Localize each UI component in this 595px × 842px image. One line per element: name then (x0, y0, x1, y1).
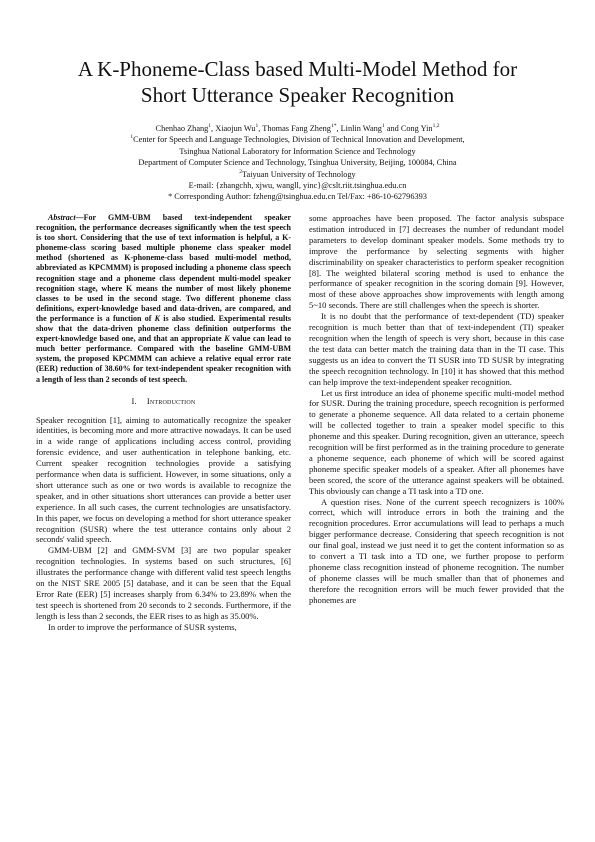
section-heading-introduction (36, 396, 291, 407)
affiliation-2-text: Taiyuan University of Technology (242, 169, 356, 179)
author-sep: , (336, 124, 341, 133)
affiliation-sup: 2 (239, 168, 243, 175)
abstract-k-var: K (224, 334, 230, 344)
title-line-2: Short Utterance Speaker Recognition (140, 83, 455, 107)
title-line-1: A K-Phoneme-Class based Multi-Model Method for (77, 57, 518, 81)
section-number: I. (131, 395, 137, 406)
affiliation-1-text: Center for Speech and Language Technologies, Division of Technical Innovation and Development, (133, 135, 465, 145)
author-name: Xiaojun Wu (215, 124, 256, 133)
paper-title (30, 56, 565, 108)
right-column (309, 213, 564, 606)
author-sep: , (211, 124, 216, 133)
abstract-text-a: For GMM-UBM based text-independent speaker recognition, the performance decreases significantly when the test speech is too short. Considering that the use of text information is helpful, a K-phoneme-class scoring based multiple phoneme class speaker model method (shortened as K-phoneme-class based multi-model method, abbreviated as KPCMMM) is proposed including a phoneme class speech recognition stage and a phoneme class dependent multi-model speaker recognition stage, where K means the number of most likely phoneme classes to be used in the second stage. Two different phoneme class definitions, expert-knowledge based and data-driven, are compared, and the performance is a function of (36, 213, 291, 323)
author-sup: 1 (208, 123, 212, 130)
abstract-text-c: value can lead to much better performance. Compared with the baseline GMM-UBM system, the proposed KPCMMM can achieve a relative equal error rate (EER) reduction of 38.60% for text-independent speaker recognition with a length of less than 2 seconds of test speech. (36, 334, 292, 384)
author-sup: 1 (255, 123, 259, 130)
abstract-label: Abstract (48, 213, 76, 222)
right-paragraph-3: Let us first introduce an idea of phoneme specific multi-model method for SUSR. During the training procedure, speech recognition is performed to generate a phoneme sequence. All data related to a certain phoneme will be collected together to train a speaker model specific to this phoneme and this speaker. During recognition, given an utterance, speech recognition will be first performed as in the training procedure to generate a phoneme sequence, each phoneme of which will be scored against phoneme specific speaker models of a speaker. After all phonemes have been scored, the score of the utterance against speakers will be obtained. This obviously can change a TI task into a TD one. (309, 387, 564, 496)
author-names (60, 123, 535, 134)
intro-paragraph-2: GMM-UBM [2] and GMM-SVM [3] are two popular speaker recognition technologies. In systems based on such structures, [6] illustrates the performance change with different valid test speech lengths on the NIST SRE 2005 [5] database, and it can be seen that the Equal Error Rate (EER) [5] increases sharply from 6.34% to 23.89% when the test speech is shortened from 20 seconds to 2 seconds. Furthermore, if the length is less than 2 seconds, the EER rises to as high as 35.00%. (36, 545, 291, 621)
affiliation-sup: 1 (130, 134, 134, 141)
affiliation-1 (60, 134, 535, 145)
author-name: Chenhao Zhang (155, 124, 209, 133)
author-block (60, 123, 535, 203)
author-sup: 1 (381, 123, 385, 130)
author-name: Cong Yin (400, 124, 433, 133)
affiliation-1c: Department of Computer Science and Technology, Tsinghua University, Beijing, 100084, China (138, 158, 457, 168)
author-name: Linlin Wang (340, 124, 382, 133)
section-title: Introduction (146, 395, 196, 406)
right-paragraph-1: some approaches have been proposed. The factor analysis subspace estimation introduced in [7] decreases the number of redundant model parameters to develop dominant speaker models. Some methods try to improve the performance by selecting segments with higher discriminability on speaker characteristics to perform speaker recognition [8]. The weighted bilateral scoring method is used to enhance the performance of speaker recognition in the scoring domain [9]. However, most of these above approaches show improvements with length among 5~10 seconds. There are still challenges when the speech is shorter. (309, 213, 564, 311)
intro-paragraph-1: Speaker recognition [1], aiming to automatically recognize the speaker identities, is becoming more and more attractive nowadays. It can be used in a wide range of applications including access control, providing forensic evidence, and user authentication in telephone banking, etc. Current speaker recognition technologies provide a satisfying performance when data is sufficient. However, in some situations, only a short utterance such as one or two words is available to recognize the speaker, and in other situations short utterances can provide a better user experience. In all such cases, the current technologies are unsatisfactory. In this paper, we focus on developing a method for short utterance speaker recognition (SUSR) where the test utterance contains only about 2 seconds' valid speech. (36, 414, 291, 545)
author-sup: 1* (330, 123, 337, 130)
abstract (36, 213, 291, 385)
email-line: E-mail: {zhangchh, xjwu, wangll, yinc}@cslt.riit.tsinghua.edu.cn (188, 181, 407, 191)
left-column (36, 213, 291, 633)
affiliation-1b: Tsinghua National Laboratory for Information Science and Technology (179, 146, 416, 156)
abstract-dash: — (75, 213, 84, 222)
author-and: and (384, 124, 401, 133)
author-sup: 1,2 (432, 123, 440, 130)
abstract-k-var: K (154, 313, 160, 323)
corresponding-author-line: * Corresponding Author: fzheng@tsinghua.edu.cn Tel/Fax: +86-10-62796393 (168, 192, 427, 202)
right-paragraph-2: It is no doubt that the performance of text-dependent (TD) speaker recognition is much better than that of text-independent (TI) speaker recognition when the length of speech is very short, because in this case the test data can better match the training data than in the TI case. This suggests us an idea to convert the TI SUSR into TD SUSR by integrating the speech recognition technology. In [10] it has showed that this method can help improve the text-independent speaker recognition. (309, 311, 564, 387)
author-name: Thomas Fang Zheng (262, 124, 331, 133)
affiliation-2 (60, 169, 535, 180)
right-paragraph-4: A question rises. None of the current speech recognizers is 100% correct, which will introduce errors in both the training and the recognition procedures. Error accumulations will lead to perhaps a much bigger performance decrease. Considering that speech recognition is not our final goal, instead we just need it to get the content information so as to convert a TI task into a TD one, we further propose to perform phoneme class recognition instead of phoneme recognition. The number of phoneme classes will be much smaller than that of phonemes and therefore the recognition errors will be much fewer provided that the phonemes are (309, 496, 564, 605)
abstract-text-b: is also studied. Experimental results show that the data-driven phoneme class definition outperforms the expert-knowledge based one, and that an appropriate (36, 313, 292, 344)
author-sep: , (258, 124, 263, 133)
intro-paragraph-3: In order to improve the performance of SUSR systems, (48, 621, 237, 632)
